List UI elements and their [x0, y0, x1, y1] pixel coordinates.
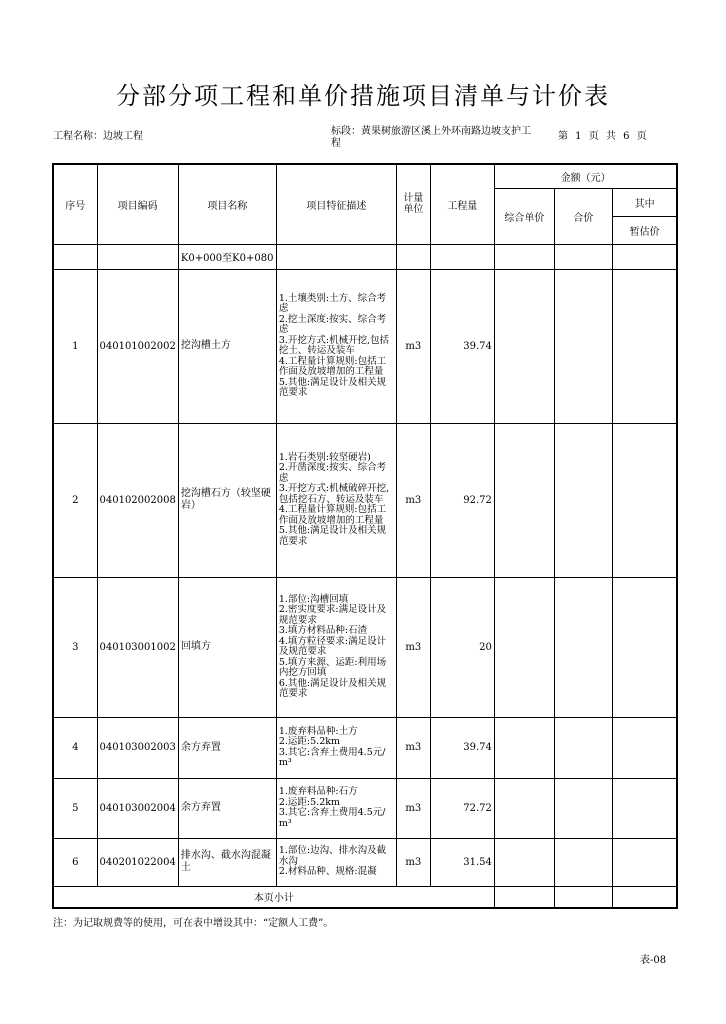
row-features: 1.岩石类别:较坚硬岩) 2.开凿深度:按实、综合考虑 3.开挖方式:机械破碎开挖,包括挖石方、转运及装车 4.工程量计算规则:包括工作面及放坡增加的工程量 5.其他:满足设计及相关规范要求 — [276, 423, 396, 577]
row-unit: m3 — [396, 269, 430, 423]
bill-table — [52, 163, 678, 909]
row-features: 1.部位:边沟、排水沟及截水沟 2.材料品种、规格:混凝 — [276, 838, 396, 886]
row-features: 1.部位:沟槽回填 2.密实度要求:满足设计及规范要求 3.填方材料品种:石渣 4.填方粒径要求:满足设计及规范要求 5.填方来源、运距:利用场内挖方回填 6.其他:满足设计及相关规范要求 — [276, 577, 396, 717]
row-features: 1.废弃料品种:石方 2.运距:5.2km 3.其它:含弃土费用4.5元/m³ — [276, 778, 396, 838]
row-unit: m3 — [396, 838, 430, 886]
row-name: 排水沟、截水沟混凝土 — [178, 838, 276, 886]
row-features: 1.土壤类别:土方、综合考虑 2.挖土深度:按实、综合考虑 3.开挖方式:机械开挖,包括挖土、转运及装车 4.工程量计算规则:包括工作面及放坡增加的工程量 5.其他:满足设计及相关规范要求 — [276, 269, 396, 423]
row-code: 040201022004 — [97, 838, 178, 886]
col-of-which-header: 其中 — [612, 188, 677, 216]
row-seq: 6 — [53, 838, 97, 886]
row-unit: m3 — [396, 778, 430, 838]
row-code: 040101002002 — [97, 269, 178, 423]
row-name: 余方弃置 — [178, 778, 276, 838]
table-row — [53, 577, 677, 717]
row-name: 余方弃置 — [178, 717, 276, 778]
col-qty-header: 工程量 — [430, 164, 494, 244]
row-name: 回填方 — [178, 577, 276, 717]
row-features: 1.废弃料品种:土方 2.运距:5.2km 3.其它:含弃土费用4.5元/m³ — [276, 717, 396, 778]
row-seq: 5 — [53, 778, 97, 838]
row-seq: 4 — [53, 717, 97, 778]
col-unit-header: 计量单位 — [396, 164, 430, 244]
project-name: 工程名称：边坡工程 — [53, 131, 143, 142]
row-code: 040103002003 — [97, 717, 178, 778]
col-unit-price-header: 综合单价 — [494, 188, 554, 244]
section-label: K0+000至K0+080 — [178, 244, 276, 269]
row-code: 040103001002 — [97, 577, 178, 717]
row-code: 040103002004 — [97, 778, 178, 838]
row-qty: 20 — [430, 577, 494, 717]
row-unit: m3 — [396, 423, 430, 577]
table-row — [53, 717, 677, 778]
row-code: 040102002008 — [97, 423, 178, 577]
row-unit: m3 — [396, 717, 430, 778]
row-qty: 72.72 — [430, 778, 494, 838]
section-name: 标段：黄果树旅游区溪上外环南路边坡支护工程 — [331, 126, 531, 149]
col-amount-header: 金额（元） — [494, 164, 677, 188]
row-qty: 39.74 — [430, 269, 494, 423]
table-row — [53, 838, 677, 886]
col-seq-header: 序号 — [53, 164, 97, 244]
row-seq: 1 — [53, 269, 97, 423]
col-code-header: 项目编码 — [97, 164, 178, 244]
col-provisional-header: 暂估价 — [612, 216, 677, 244]
page-info: 第 1 页 共 6 页 — [558, 131, 647, 142]
row-qty: 31.54 — [430, 838, 494, 886]
subtotal-label: 本页小计 — [53, 886, 494, 908]
row-qty: 92.72 — [430, 423, 494, 577]
row-name: 挖沟槽土方 — [178, 269, 276, 423]
row-seq: 3 — [53, 577, 97, 717]
row-seq: 2 — [53, 423, 97, 577]
col-name-header: 项目名称 — [178, 164, 276, 244]
form-number: 表-08 — [640, 955, 667, 966]
table-row — [53, 269, 677, 423]
row-qty: 39.74 — [430, 717, 494, 778]
row-name: 挖沟槽石方（较坚硬岩） — [178, 423, 276, 577]
footnote: 注：为记取规费等的使用，可在表中增设其中：“定额人工费”。 — [53, 918, 334, 929]
col-features-header: 项目特征描述 — [276, 164, 396, 244]
row-unit: m3 — [396, 577, 430, 717]
section-row — [53, 244, 677, 269]
page-title: 分部分项工程和单价措施项目清单与计价表 — [116, 82, 610, 110]
table-row — [53, 423, 677, 577]
subtotal-row — [53, 886, 677, 908]
table-row — [53, 778, 677, 838]
col-total-header: 合价 — [554, 188, 612, 244]
